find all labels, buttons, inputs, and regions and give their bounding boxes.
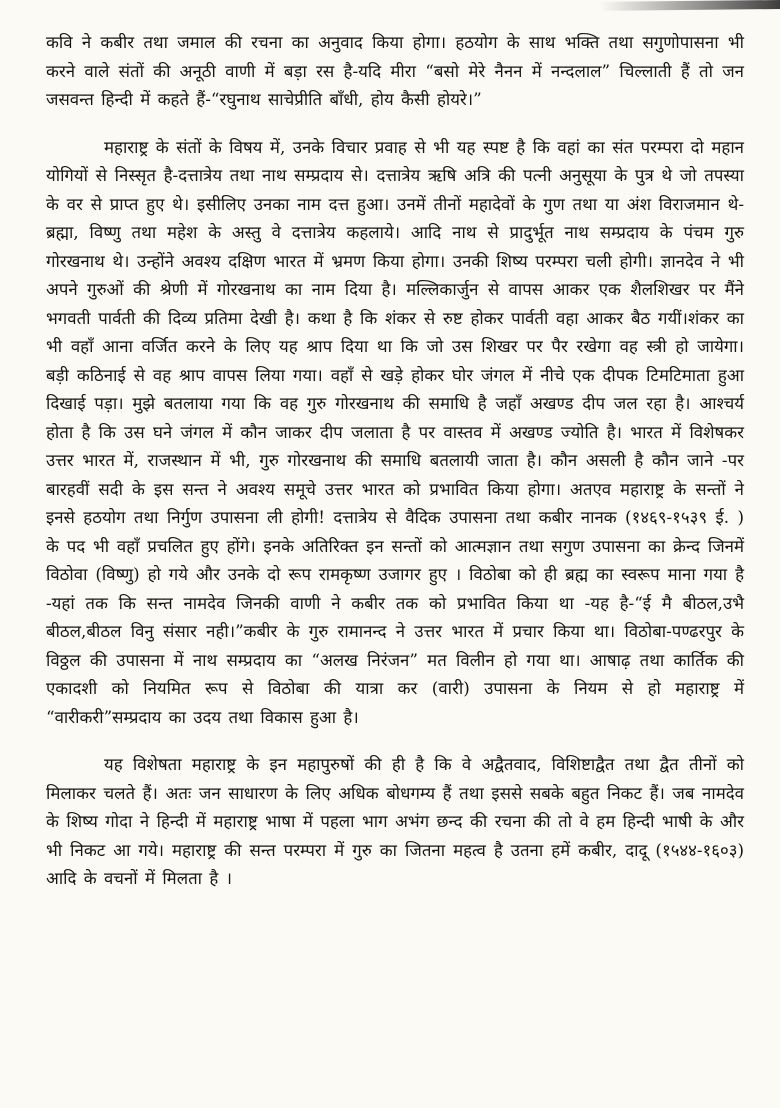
page-content	[46, 28, 744, 893]
scan-edge-artifact	[600, 0, 780, 11]
paragraph: यह विशेषता महाराष्ट्र के इन महापुरुषों की ही है कि वे अद्वैतवाद, विशिष्टाद्वैत तथा द्वैत तीनों को मिलाकर चलते हैं। अतः जन साधारण के लिए अधिक बोधगम्य हैं तथा इससे सबके बहुत निकट हैं। जब नामदेव के शिष्य गोदा ने हिन्दी में महाराष्ट्र भाषा में पहला भाग अभंग छन्द की रचना की तो वे हम हिन्दी भाषी के और भी निकट आ गये। महाराष्ट्र की सन्त परम्परा में गुरु का जितना महत्व है उतना हमें कबीर, दादू (१५४४-१६०३) आदि के वचनों में मिलता है ।	[46, 754, 744, 888]
paragraph: कवि ने कबीर तथा जमाल की रचना का अनुवाद किया होगा। हठयोग के साथ भक्ति तथा सगुणोपासना भी करने वाले संतों की अनूठी वाणी में बड़ा रस है-यदि मीरा “बसो मेरे नैनन में नन्दलाल” चिल्लाती हैं तो जन जसवन्त हिन्दी में कहते हैं-“रघुनाथ साचेप्रीति बाँधी, होय कैसी होयरे।”	[46, 32, 744, 109]
paragraph: महाराष्ट्र के संतों के विषय में, उनके विचार प्रवाह से भी यह स्पष्ट है कि वहां का संत परम्परा दो महान योगियों से निस्सृत है-दत्तात्रेय तथा नाथ सम्प्रदाय से। दत्तात्रेय ऋषि अत्रि की पत्नी अनुसूया के पुत्र थे जो तपस्या के वर से प्राप्त हुए थे। इसीलिए उनका नाम दत्त हुआ। उनमें तीनों महादेवों के गुण तथा या अंश विराजमान थे-ब्रह्मा, विष्णु तथा महेश के अस्तु वे दत्तात्रेय कहलाये। आदि नाथ से प्रादुर्भूत नाथ सम्प्रदाय के पंचम गुरु गोरखनाथ थे। उन्होंने अवश्य दक्षिण भारत में भ्रमण किया होगा। उनकी शिष्य परम्परा चली होगी। ज्ञानदेव ने भी अपने गुरुओं की श्रेणी में गोरखनाथ का नाम दिया है। मल्लिकार्जुन से वापस आकर एक शैलशिखर पर मैंने भगवती पार्वती की दिव्य प्रतिमा देखी है। कथा है कि शंकर से रुष्ट होकर पार्वती वहा आकर बैठ गयीं।शंकर का भी वहाँ आना वर्जित करने के लिए यह श्राप दिया था कि जो उस शिखर पर पैर रखेगा वह स्त्री हो जायेगा। बड़ी कठिनाई से वह श्राप वापस लिया गया। वहाँ से खड़े होकर घोर जंगल में नीचे एक दीपक टिमटिमाता हुआ दिखाई पड़ा। मुझे बतलाया गया कि वह गुरु गोरखनाथ की समाधि है जहाँ अखण्ड दीप जल रहा है। आश्चर्य होता है कि उस घने जंगल में कौन जाकर दीप जलाता है पर वास्तव में अखण्ड ज्योति है। भारत में विशेषकर उत्तर भारत में, राजस्थान में भी, गुरु गोरखनाथ की समाधि बतलायी जाता है। कौन असली है कौन जाने -पर बारहवीं सदी के इस सन्त ने अवश्य समूचे उत्तर भारत को प्रभावित किया होगा। अतएव महाराष्ट्र के सन्तों ने इनसे हठयोग तथा निर्गुण उपासना ली होगी! दत्तात्रेय से वैदिक उपासना तथा कबीर नानक (१४६९-१५३९ ई. ) के पद भी वहाँ प्रचलित हुए होंगे। इनके अतिरिक्त इन सन्तों को आत्मज्ञान तथा सगुण उपासना का क्रेन्द जिनमें विठोवा (विष्णु) हो गये और उनके दो रूप रामकृष्ण उजागर हुए । विठोबा को ही ब्रह्म का स्वरूप माना गया है -यहां तक कि सन्त नामदेव जिनकी वाणी ने कबीर तक को प्रभावित किया था -यह है-“ई मै बीठल,उभै बीठल,बीठल विनु संसार नही।”कबीर के गुरु रामानन्द ने उत्तर भारत में प्रचार किया था। विठोबा-पण्ढरपुर के विठ्ठल की उपासना में नाथ सम्प्रदाय का “अलख निरंजन” मत विलीन हो गया था। आषाढ़ तथा कार्तिक की एकादशी को नियमित रूप से विठोबा की यात्रा कर (वारी) उपासना के नियम से हो महाराष्ट्र में “वारीकरी”सम्प्रदाय का उदय तथा विकास हुआ है।	[46, 136, 744, 727]
